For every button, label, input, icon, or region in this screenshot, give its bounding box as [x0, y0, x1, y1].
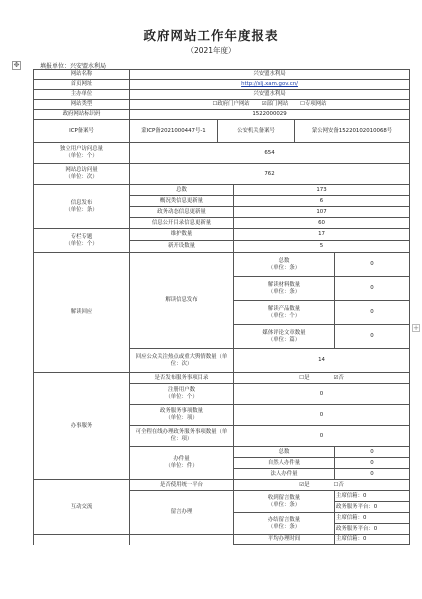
page-title: 政府网站工作年度报表	[143, 28, 279, 43]
table-move-handle-icon[interactable]: ✥	[13, 61, 20, 69]
columns-label: 专栏专题 （单位：个）	[34, 229, 130, 253]
interpret-product-value: 0	[335, 301, 410, 325]
info-total-value: 173	[234, 185, 410, 196]
interact-platform-options	[234, 480, 410, 491]
interact-done-b: 政务服务平台：0	[335, 524, 410, 535]
pv-label: 网站总访问量 （单位：次）	[34, 164, 130, 185]
interpret-response-value: 14	[234, 349, 410, 373]
interact-label: 互动交流	[34, 480, 130, 535]
add-column-icon[interactable]: +	[413, 324, 419, 332]
service-handled-total-label: 总数	[234, 447, 335, 458]
site-type-label: 网站类型	[34, 100, 130, 110]
info-disclosure-value: 60	[234, 218, 410, 229]
police-label: 公安机关备案号	[218, 120, 295, 143]
site-type-options	[130, 100, 410, 110]
page-subtitle: （2021年度）	[186, 46, 236, 55]
interpret-material-value: 0	[335, 277, 410, 301]
columns-maintain-label: 维护数量	[130, 229, 234, 241]
service-handled-total-value: 0	[335, 447, 410, 458]
home-url-link[interactable]: http://slj.xam.gov.cn/	[241, 81, 298, 87]
service-users-label: 注册用户数 （单位：个）	[130, 384, 234, 405]
catalog-option-yes[interactable]: ☐是	[299, 374, 310, 381]
service-natural-value: 0	[335, 458, 410, 469]
info-disclosure-label: 信息公开目录信息更新量	[130, 218, 234, 229]
interact-platform-label: 是否使用统一平台	[130, 480, 234, 491]
interact-received-label: 收到留言数量 （单位：条）	[234, 491, 335, 513]
service-legal-label: 法人办件量	[234, 469, 335, 480]
info-total-label: 总数	[130, 185, 234, 196]
interpret-product-label: 解读产品数量 （单位：个）	[234, 301, 335, 325]
interpret-media-value: 0	[335, 325, 410, 349]
interact-avg-a: 主席信箱：0	[335, 535, 410, 545]
info-overview-value: 6	[234, 196, 410, 207]
type-option-portal[interactable]: ☐政府门户网站	[212, 101, 250, 107]
uv-label: 独立用户访问总量 （单位：个）	[34, 143, 130, 164]
icp-value: 蒙ICP备2021000447号-1	[130, 120, 218, 143]
interpret-response-label: 回应公众关注热点或重大舆情数量（单位：次）	[130, 349, 234, 373]
id-code-label: 政府网站标识码	[34, 110, 130, 120]
host-label: 主办单位	[34, 90, 130, 100]
icp-label: ICP备案号	[34, 120, 130, 143]
service-users-value: 0	[234, 384, 410, 405]
type-option-special[interactable]: ☐专项网站	[300, 101, 327, 107]
service-legal-value: 0	[335, 469, 410, 480]
filler-label: 填报单位：	[40, 63, 71, 70]
service-label: 办事服务	[34, 373, 130, 480]
service-catalog-label: 是否发布服务事项目录	[130, 373, 234, 384]
service-handled-label: 办件量 （单位：件）	[130, 447, 234, 480]
interact-done-a: 主席信箱：0	[335, 513, 410, 524]
interpret-total-value: 0	[335, 253, 410, 277]
uv-value: 654	[130, 143, 410, 164]
host-value: 兴安盟水利局	[130, 90, 410, 100]
service-natural-label: 自然人办件量	[234, 458, 335, 469]
filler-value: 兴安盟水利局	[70, 63, 107, 70]
platform-option-no[interactable]: ☐否	[333, 481, 344, 488]
info-label: 信息发布 （单位：条）	[34, 185, 130, 229]
columns-new-label: 新开设数量	[130, 241, 234, 253]
catalog-option-no[interactable]: ☑否	[333, 374, 344, 381]
service-catalog-options	[234, 373, 410, 384]
service-items-value: 0	[234, 405, 410, 426]
site-name-label: 网站名称	[34, 70, 130, 80]
columns-new-value: 5	[234, 241, 410, 253]
interact-received-b: 政务服务平台：0	[335, 502, 410, 513]
pv-value: 762	[130, 164, 410, 185]
interact-received-a: 主席信箱：0	[335, 491, 410, 502]
report-table	[33, 69, 410, 545]
service-online-label: 可全程在线办理政务服务事项数量（单位：项）	[130, 426, 234, 447]
info-news-label: 政务动态信息更新量	[130, 207, 234, 218]
info-news-value: 107	[234, 207, 410, 218]
service-items-label: 政务服务事项数量 （单位：项）	[130, 405, 234, 426]
interpret-label: 解读回应	[34, 253, 130, 373]
interact-done-label: 办结留言数量 （单位：条）	[234, 513, 335, 535]
interpret-sub-label: 解读信息发布	[130, 253, 234, 349]
type-option-department[interactable]: ☑部门网站	[261, 101, 289, 107]
home-url-label: 首页网址	[34, 80, 130, 90]
columns-maintain-value: 17	[234, 229, 410, 241]
interpret-media-label: 媒体评论文章数量 （单位：篇）	[234, 325, 335, 349]
service-online-value: 0	[234, 426, 410, 447]
site-name-value: 兴安盟水利局	[130, 70, 410, 80]
interact-msg-label: 留言办理	[130, 491, 234, 535]
platform-option-yes[interactable]: ☑是	[299, 481, 310, 488]
interact-avg-label: 平均办理时间	[234, 535, 335, 545]
interpret-total-label: 总数 （单位：条）	[234, 253, 335, 277]
id-code-value: 1522000029	[130, 110, 410, 120]
interpret-material-label: 解读材料数量 （单位：条）	[234, 277, 335, 301]
info-overview-label: 概况类信息更新量	[130, 196, 234, 207]
police-value: 蒙公网安备15220102010068号	[295, 120, 410, 143]
